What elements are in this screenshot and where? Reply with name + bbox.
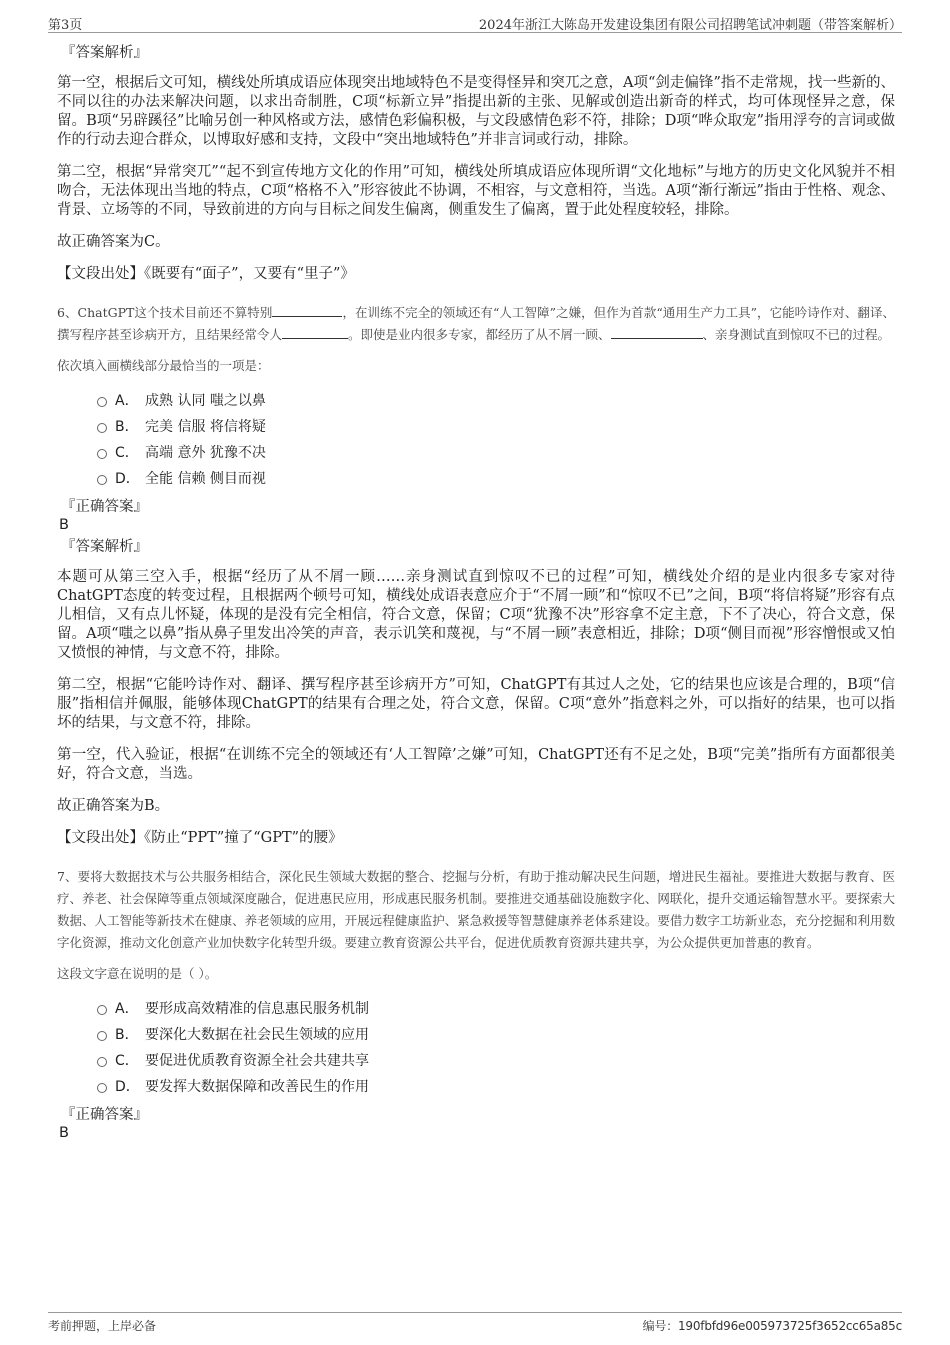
option-text: 完美 信服 将信将疑 [145,419,266,435]
radio-icon[interactable] [97,1083,107,1093]
page-header [48,12,902,33]
option-letter: B． [115,419,139,435]
option-text: 要形成高效精准的信息惠民服务机制 [145,1001,369,1017]
footer-slogan: 考前押题，上岸必备 [48,1319,157,1333]
document-code: 编号：190fbfd96e005973725f3652cc65a85c [642,1319,902,1333]
option-letter: D． [115,1079,140,1095]
q7-option-d[interactable] [97,1074,895,1100]
page-content [57,44,895,1146]
question-7-options [97,996,895,1100]
q5-analysis-para-1: 第一空，根据后文可知，横线处所填成语应体现突出地域特色不是变得怪异和突兀之意，A项“剑走偏锋”指不走常规，找一些新的、不同以往的办法来解决问题，以求出奇制胜，C项“标新立异”指提出新的主张、见解或创造出新奇的样式，均可体现怪异之意，保留。B项“另辟蹊径”比喻另创一种风格或方法，感情色彩偏积极，与文段感情色彩不符，排除；D项“哗众取宠”指用浮夸的言词或做作的行动去迎合群众，以博取好感和支持，文段中“突出地域特色”并非言词或行动，排除。 [57,75,895,148]
option-text: 要发挥大数据保障和改善民生的作用 [145,1079,369,1095]
option-letter: B． [115,1027,139,1043]
q6-analysis-para-1: 本题可从第三空入手，根据“经历了从不屑一顾……亲身测试直到惊叹不已的过程”可知，横线处介绍的是业内很多专家对待ChatGPT态度的转变过程，且根据两个顿号可知，横线处成语表意应介于“不屑一顾”和“惊叹不已”之间，B项“将信将疑”形容有点儿相信，又有点儿怀疑，体现的是没有完全相信，符合文意，保留；C项“犹豫不决”形容拿不定主意，下不了决心，符合文意，保留。A项“嗤之以鼻”指从鼻子里发出冷笑的声音，表示讥笑和蔑视，与“不屑一顾”表意相近，排除；D项“侧目而视”形容憎恨或又怕又愤恨的神情，与文意不符，排除。 [57,569,895,661]
radio-icon[interactable] [97,397,107,407]
document-title: 2024年浙江大陈岛开发建设集团有限公司招聘笔试冲刺题（带答案解析） [478,18,902,33]
option-text: 全能 信赖 侧目而视 [145,471,266,487]
q7-answer: B [59,1125,69,1141]
option-text: 高端 意外 犹豫不决 [145,445,266,461]
q6-analysis-para-3: 第一空，代入验证，根据“在训练不完全的领域还有‘人工智障’之嫌”可知，ChatGPT还有不足之处，B项“完美”指所有方面都很美好，符合文意，当选。 [57,747,895,782]
radio-icon[interactable] [97,1005,107,1015]
radio-icon[interactable] [97,1031,107,1041]
option-text: 成熟 认同 嗤之以鼻 [145,393,266,409]
q6-answer: B [59,517,69,533]
radio-icon[interactable] [97,423,107,433]
radio-icon[interactable] [97,1057,107,1067]
option-letter: C． [115,445,139,461]
q6-option-d[interactable] [97,466,895,492]
option-text: 要深化大数据在社会民生领域的应用 [145,1027,369,1043]
q5-source: 【文段出处】《既要有“面子”，又要有“里子”》 [57,266,355,282]
correct-answer-label: 『正确答案』 [61,1107,148,1123]
q6-conclusion: 故正确答案为B。 [57,798,170,814]
q6-text-part-4: 、亲身测试直到惊叹不已的过程。 [702,327,891,342]
option-text: 要促进优质教育资源全社会共建共享 [145,1053,369,1069]
page-footer [48,1312,902,1335]
q6-text-part-1: 6、ChatGPT这个技术目前还不算特别 [57,305,273,320]
q7-option-b[interactable] [97,1022,895,1048]
blank-2 [282,325,348,339]
correct-answer-label: 『正确答案』 [61,499,148,515]
option-letter: D． [115,471,140,487]
option-letter: A． [115,393,139,409]
blank-3 [611,325,703,339]
radio-icon[interactable] [97,475,107,485]
analysis-label: 『答案解析』 [61,45,148,61]
q6-text-part-3: 。即使是业内很多专家，都经历了从不屑一顾、 [348,327,611,342]
question-7-prompt: 这段文字意在说明的是（ ）。 [57,966,218,981]
option-letter: A． [115,1001,139,1017]
radio-icon[interactable] [97,449,107,459]
q6-analysis-para-2: 第二空，根据“它能吟诗作对、翻译、撰写程序甚至诊病开方”可知，ChatGPT有其过人之处，它的结果也应该是合理的，B项“信服”指相信并佩服，能够体现ChatGPT的结果有合理之处，符合文意，保留。C项“意外”指意料之外，可以指好的结果，也可以指坏的结果，与文意不符，排除。 [57,677,895,731]
analysis-label: 『答案解析』 [61,539,148,555]
question-6-prompt: 依次填入画横线部分最恰当的一项是： [57,358,270,373]
question-6-text [57,302,895,346]
q6-option-c[interactable] [97,440,895,466]
q5-analysis-para-2: 第二空，根据“异常突兀”“起不到宣传地方文化的作用”可知，横线处所填成语应体现所谓“文化地标”与地方的历史文化风貌并不相吻合，无法体现出当地的特点，C项“格格不入”形容彼此不协调，不相容，与文意相符，当选。A项“渐行渐远”指由于性格、观念、背景、立场等的不同，导致前进的方向与目标之间发生偏离，侧重发生了偏离，置于此处程度较轻，排除。 [57,164,895,218]
question-6-options [97,388,895,492]
q6-option-a[interactable] [97,388,895,414]
q5-conclusion: 故正确答案为C。 [57,234,170,250]
option-letter: C． [115,1053,139,1069]
page-number: 第3页 [48,18,83,33]
q6-text-part-2: ，在训练不完全的领域还有“人工智障”之嫌，但作为首款“通用生产力工具”，它能吟诗作对、翻译、撰写程序甚至诊病开方，且结果经常令人 [57,305,895,342]
q6-option-b[interactable] [97,414,895,440]
blank-1 [272,303,342,317]
question-7-text: 7、要将大数据技术与公共服务相结合，深化民生领域大数据的整合、挖掘与分析，有助于推动解决民生问题，增进民生福祉。要推进大数据与教育、医疗、养老、社会保障等重点领域深度融合，促进惠民应用，形成惠民服务机制。要推进交通基础设施数字化、网联化，提升交通运输智慧水平。要探索大数据、人工智能等新技术在健康、养老领域的应用，开展远程健康监护、紧急救援等智慧健康养老体系建设。要借力数字工坊新业态，充分挖掘和利用数字化资源，推动文化创意产业加快数字化转型升级。要建立教育资源公共平台，促进优质教育资源共建共享，为公众提供更加普惠的教育。 [57,869,895,950]
q7-option-a[interactable] [97,996,895,1022]
q7-option-c[interactable] [97,1048,895,1074]
q6-source: 【文段出处】《防止“PPT”撞了“GPT”的腰》 [57,830,343,846]
